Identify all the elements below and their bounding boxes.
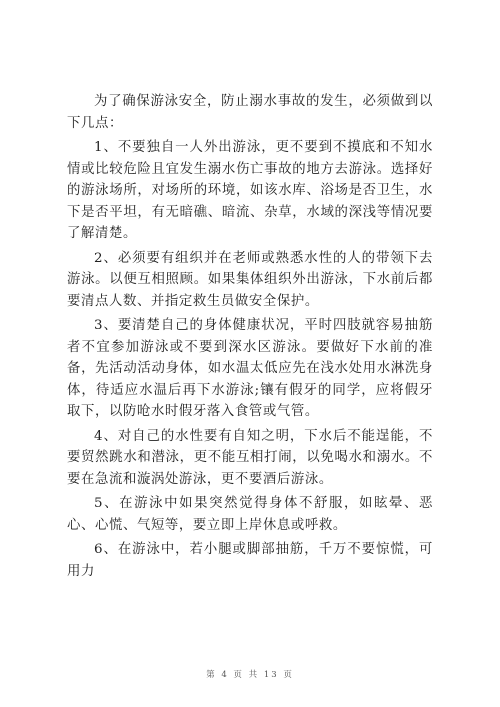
paragraph-item-6: 6、在游泳中，若小腿或脚部抽筋，千万不要惊慌，可用力 xyxy=(67,542,433,579)
paragraph-intro: 为了确保游泳安全，防止溺水事故的发生，必须做到以下几点： xyxy=(67,94,433,131)
paragraph-item-1: 1、不要独自一人外出游泳，更不要到不摸底和不知水情或比较危险且宜发生溺水伤亡事故的地方去游泳。选择好的游泳场所，对场所的环境，如该水库、浴场是否卫生，水下是否平坦，有无暗礁、暗流、杂草，水域的深浅等情况要了解清楚。 xyxy=(67,140,433,241)
paragraph-item-5: 5、在游泳中如果突然觉得身体不舒服，如眩晕、恶心、心慌、气短等，要立即上岸休息或呼救。 xyxy=(67,496,433,533)
paragraph-item-2: 2、必须要有组织并在老师或熟悉水性的人的带领下去游泳。以便互相照顾。如果集体组织外出游泳，下水前后都要清点人数、并指定救生员做安全保护。 xyxy=(67,250,433,309)
document-body xyxy=(67,91,433,585)
paragraph-item-3: 3、要清楚自己的身体健康状况，平时四肢就容易抽筋者不宜参加游泳或不要到深水区游泳。要做好下水前的准备，先活动活动身体，如水温太低应先在浅水处用水淋洗身体，待适应水温后再下水游泳;镶有假牙的同学，应将假牙取下，以防呛水时假牙落入食管或气管。 xyxy=(67,318,433,419)
paragraph-item-4: 4、对自己的水性要有自知之明，下水后不能逞能，不要贸然跳水和潜泳，更不能互相打闹，以免喝水和溺水。不要在急流和漩涡处游泳，更不要酒后游泳。 xyxy=(67,428,433,487)
page-footer: 第 4 页 共 13 页 xyxy=(206,670,294,680)
